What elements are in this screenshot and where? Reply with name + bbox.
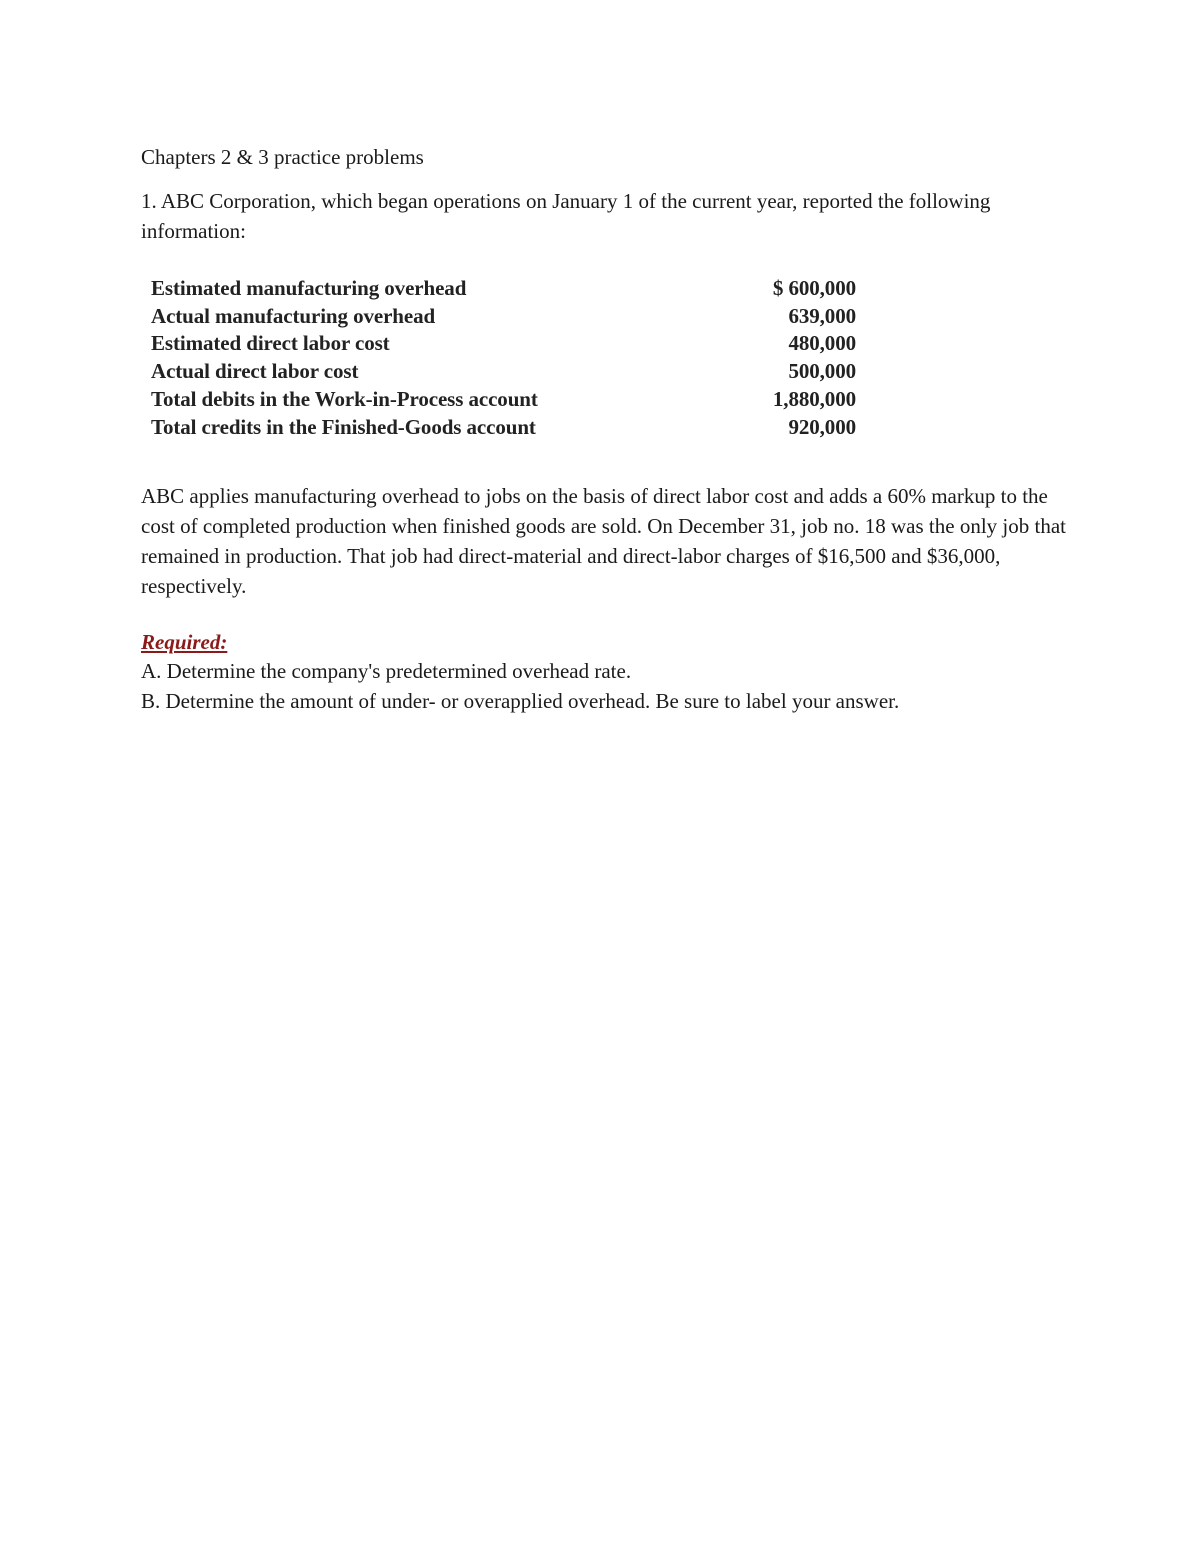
problem-intro: 1. ABC Corporation, which began operations on January 1 of the current year, reported the following information: [141,189,991,243]
row-value: $ 600,000 [772,276,856,300]
table-row [151,386,856,414]
financial-data-table [151,275,856,441]
table-row [151,330,856,358]
row-value: 639,000 [788,303,856,328]
row-value: 500,000 [788,359,856,384]
row-label: Total credits in the Finished-Goods account [151,414,536,439]
required-item-b: B. Determine the amount of under- or overapplied overhead. Be sure to label your answer. [141,689,900,713]
table-row [151,303,856,331]
row-value: 1,880,000 [772,386,856,411]
table-row [151,358,856,386]
table-row [151,414,856,442]
required-item-a: A. Determine the company's predetermined overhead rate. [141,659,632,683]
row-label: Actual manufacturing overhead [151,303,436,328]
required-heading: Required: [141,630,228,654]
row-value: 920,000 [788,414,856,439]
row-label: Actual direct labor cost [151,359,359,384]
document-title: Chapters 2 & 3 practice problems [141,145,424,169]
row-label: Estimated direct labor cost [151,331,390,356]
row-value: 480,000 [788,331,856,356]
table-row [151,275,856,303]
problem-description: ABC applies manufacturing overhead to jobs on the basis of direct labor cost and adds a 60% markup to the cost of completed production when finished goods are sold. On December 31, job no. 18 was the only job that remained in production. That job had direct-material and direct-labor charges of $16,500 and $36,000, respectively. [141,484,1066,598]
row-label: Estimated manufacturing overhead [151,276,467,300]
row-label: Total debits in the Work-in-Process account [151,386,538,411]
